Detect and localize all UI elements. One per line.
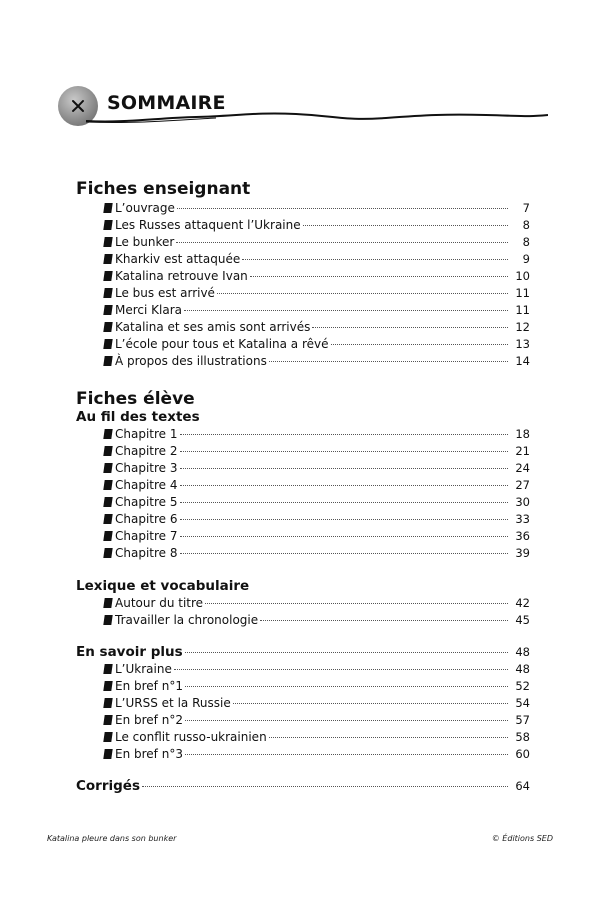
section-title: Fiches élève — [76, 389, 195, 409]
toc-entry-page: 12 — [515, 320, 530, 334]
bullet-icon — [103, 356, 112, 366]
toc-entry-label: Chapitre 4 — [115, 478, 178, 492]
dot-leader — [185, 652, 508, 653]
page-title: SOMMAIRE — [107, 92, 226, 114]
dot-leader — [184, 310, 508, 311]
bullet-icon — [103, 339, 112, 349]
toc-entry-label: À propos des illustrations — [115, 354, 267, 368]
dot-leader — [180, 536, 509, 537]
dot-leader — [269, 737, 508, 738]
toc-entry-label: En bref n°3 — [115, 747, 183, 761]
toc-entry — [76, 511, 530, 528]
bullet-icon — [103, 322, 112, 332]
bullet-icon — [103, 271, 112, 281]
toc-entry — [76, 595, 530, 612]
toc-entry-page: 8 — [522, 235, 530, 249]
toc-entry — [76, 477, 530, 494]
dot-leader — [303, 225, 508, 226]
toc-entry — [76, 678, 530, 695]
dot-leader — [250, 276, 508, 277]
subsection-title: Au fil des textes — [76, 409, 200, 425]
toc-entry — [76, 234, 530, 251]
bullet-icon — [103, 664, 112, 674]
dot-leader — [185, 754, 508, 755]
toc-entry-page: 58 — [515, 730, 530, 744]
bullet-icon — [103, 681, 112, 691]
header-wave-line — [86, 108, 548, 126]
toc-entry-page: 18 — [515, 427, 530, 441]
toc-entry — [76, 217, 530, 234]
bullet-icon — [103, 598, 112, 608]
toc-entry-label: Katalina retrouve Ivan — [115, 269, 248, 283]
bullet-icon — [103, 446, 112, 456]
subsection-title: Lexique et vocabulaire — [76, 578, 250, 594]
toc-entry-page: 36 — [515, 529, 530, 543]
toc-entry-label: L’école pour tous et Katalina a rêvé — [115, 337, 329, 351]
toc-entry-page: 48 — [515, 662, 530, 676]
toc-entry-label: En bref n°1 — [115, 679, 183, 693]
dot-leader — [269, 361, 508, 362]
toc-entry-label: Autour du titre — [115, 596, 204, 610]
footer-book-title: Katalina pleure dans son bunker — [47, 834, 177, 843]
spacer — [76, 629, 530, 644]
toc-entry-page: 13 — [515, 337, 530, 351]
dot-leader — [185, 686, 508, 687]
bullet-icon — [103, 548, 112, 558]
toc-entry-page: 33 — [515, 512, 530, 526]
toc-entry — [76, 200, 530, 217]
toc-entry-label: Katalina et ses amis sont arrivés — [115, 320, 311, 334]
toc-entry — [76, 746, 530, 763]
toc-entry — [76, 426, 530, 443]
toc-entry-page: 8 — [522, 218, 530, 232]
toc-entry-label: Chapitre 3 — [115, 461, 178, 475]
toc-entry-page: 10 — [515, 269, 530, 283]
toc-entry-label: Kharkiv est attaquée — [115, 252, 241, 266]
dot-leader — [260, 620, 508, 621]
toc-entry-label: L’Ukraine — [115, 662, 172, 676]
toc-entry-label: Le bunker — [115, 235, 175, 249]
bullet-icon — [103, 514, 112, 524]
dot-leader — [180, 434, 509, 435]
dot-leader — [205, 603, 508, 604]
bullet-icon — [103, 615, 112, 625]
toc-entry-label: Chapitre 5 — [115, 495, 178, 509]
dot-leader — [233, 703, 508, 704]
bullet-icon — [103, 497, 112, 507]
bullet-icon — [103, 715, 112, 725]
toc-entry-page: 11 — [515, 286, 530, 300]
dot-leader — [174, 669, 508, 670]
toc-entry-page: 7 — [522, 201, 530, 215]
page-header — [58, 86, 548, 131]
toc-entry-label: L’URSS et la Russie — [115, 696, 231, 710]
toc-entry — [76, 302, 530, 319]
bullet-icon — [103, 237, 112, 247]
dot-leader — [180, 553, 509, 554]
toc-entry-page: 30 — [515, 495, 530, 509]
toc-entry-page: 27 — [515, 478, 530, 492]
toc-entry-label: Le conflit russo-ukrainien — [115, 730, 267, 744]
toc-entry-label: L’ouvrage — [115, 201, 175, 215]
dot-leader — [217, 293, 508, 294]
cross-icon — [69, 97, 87, 115]
dot-leader — [176, 242, 508, 243]
toc-entry — [76, 528, 530, 545]
toc-entry-page: 57 — [515, 713, 530, 727]
bullet-icon — [103, 203, 112, 213]
toc-entry-label: En bref n°2 — [115, 713, 183, 727]
toc-entry-label: Chapitre 6 — [115, 512, 178, 526]
toc-entry — [76, 545, 530, 562]
bullet-icon — [103, 254, 112, 264]
toc-entry — [76, 729, 530, 746]
toc-entry — [76, 268, 530, 285]
toc-entry — [76, 251, 530, 268]
toc-entry — [76, 460, 530, 477]
toc-entry-page: 24 — [515, 461, 530, 475]
dot-leader — [177, 208, 508, 209]
toc-entry-label: Travailler la chronologie — [115, 613, 259, 627]
spacer — [76, 370, 530, 386]
toc-entry — [76, 712, 530, 729]
table-of-contents — [76, 178, 530, 795]
spacer — [76, 562, 530, 577]
toc-entry-page: 39 — [515, 546, 530, 560]
dot-leader — [242, 259, 508, 260]
dot-leader — [331, 344, 508, 345]
toc-entry-page: 21 — [515, 444, 530, 458]
bullet-icon — [103, 698, 112, 708]
bullet-icon — [103, 480, 112, 490]
dot-leader — [142, 786, 508, 787]
toc-entry — [76, 353, 530, 370]
toc-entry-page: 9 — [522, 252, 530, 266]
toc-entry-label: En savoir plus — [76, 644, 183, 660]
dot-leader — [180, 485, 509, 486]
toc-entry-label: Le bus est arrivé — [115, 286, 215, 300]
dot-leader — [180, 468, 509, 469]
bullet-icon — [103, 531, 112, 541]
bullet-icon — [103, 463, 112, 473]
toc-entry-label: Corrigés — [76, 778, 140, 794]
toc-entry — [76, 661, 530, 678]
dot-leader — [180, 502, 509, 503]
bullet-icon — [103, 429, 112, 439]
toc-entry-page: 11 — [515, 303, 530, 317]
bullet-icon — [103, 288, 112, 298]
toc-entry-label: Chapitre 7 — [115, 529, 178, 543]
toc-entry-label: Chapitre 8 — [115, 546, 178, 560]
toc-entry-label: Chapitre 1 — [115, 427, 178, 441]
toc-entry-page: 54 — [515, 696, 530, 710]
dot-leader — [180, 519, 509, 520]
toc-entry-page: 60 — [515, 747, 530, 761]
toc-entry — [76, 443, 530, 460]
toc-entry-label: Les Russes attaquent l’Ukraine — [115, 218, 301, 232]
toc-entry-page: 42 — [515, 596, 530, 610]
bullet-icon — [103, 732, 112, 742]
dot-leader — [312, 327, 508, 328]
footer-publisher: © Éditions SED — [491, 834, 553, 843]
toc-entry — [76, 695, 530, 712]
subsection-heading — [76, 644, 530, 661]
toc-entry — [76, 336, 530, 353]
dot-leader — [185, 720, 508, 721]
toc-entry-page: 14 — [515, 354, 530, 368]
toc-entry-page: 45 — [515, 613, 530, 627]
spacer — [76, 763, 530, 778]
dot-leader — [180, 451, 509, 452]
toc-entry-page: 64 — [515, 779, 530, 793]
bullet-icon — [103, 220, 112, 230]
section-title: Fiches enseignant — [76, 179, 251, 199]
toc-entry — [76, 319, 530, 336]
toc-entry-page: 48 — [515, 645, 530, 659]
subsection-heading — [76, 778, 530, 795]
bullet-icon — [103, 749, 112, 759]
toc-entry-label: Merci Klara — [115, 303, 182, 317]
toc-entry — [76, 285, 530, 302]
toc-entry-label: Chapitre 2 — [115, 444, 178, 458]
toc-entry-page: 52 — [515, 679, 530, 693]
toc-entry — [76, 494, 530, 511]
toc-entry — [76, 612, 530, 629]
bullet-icon — [103, 305, 112, 315]
